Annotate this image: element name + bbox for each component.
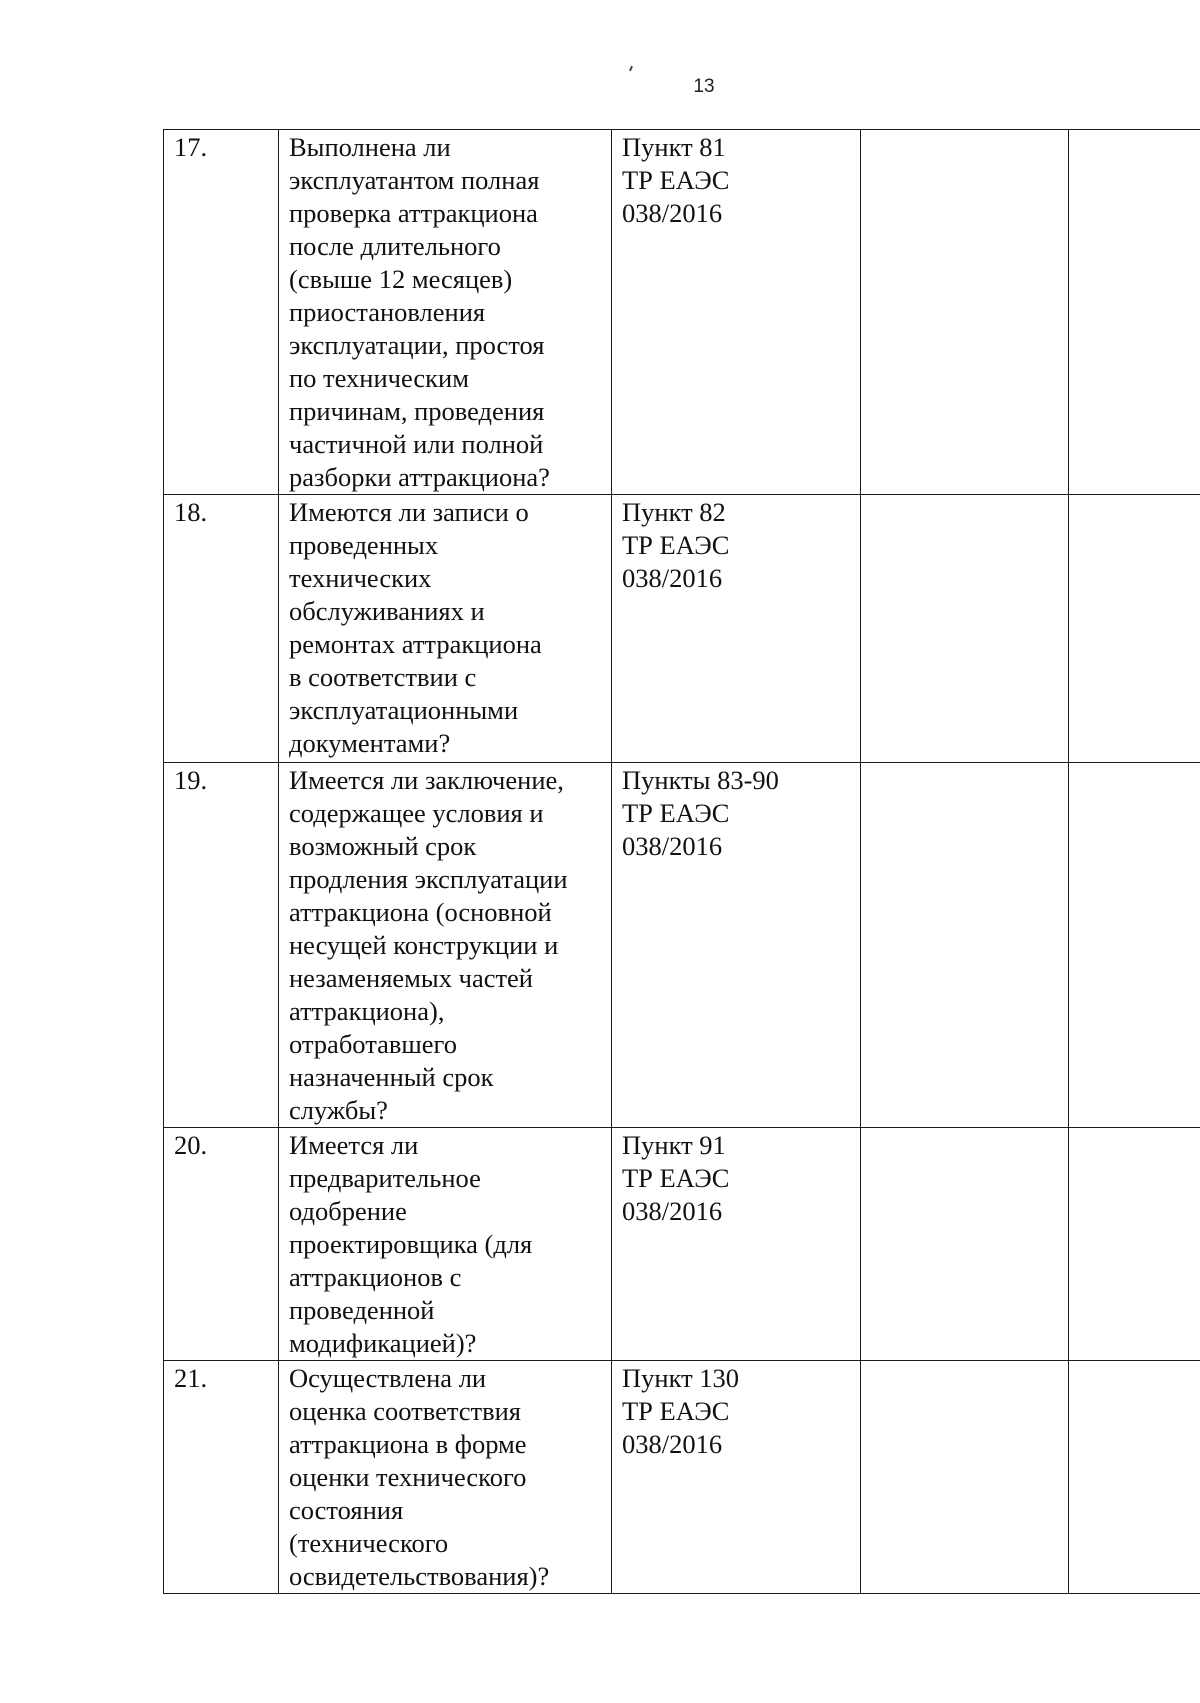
table-row xyxy=(164,1128,1200,1361)
checklist-table xyxy=(163,129,1200,1594)
note-cell xyxy=(1069,495,1200,763)
reference-cell: Пункт 91 ТР ЕАЭС 038/2016 xyxy=(612,1128,861,1361)
table-row xyxy=(164,763,1200,1128)
note-cell xyxy=(1069,130,1200,495)
answer-cell xyxy=(861,495,1069,763)
note-cell xyxy=(1069,763,1200,1128)
reference-cell: Пункт 81 ТР ЕАЭС 038/2016 xyxy=(612,130,861,495)
reference-cell: Пункт 82 ТР ЕАЭС 038/2016 xyxy=(612,495,861,763)
answer-cell xyxy=(861,130,1069,495)
table-row xyxy=(164,130,1200,495)
question-cell: Осуществлена ли оценка соответствия аттракциона в форме оценки технического состояния (технического освидетельствования)? xyxy=(279,1361,612,1594)
question-cell: Имеется ли заключение, содержащее условия и возможный срок продления эксплуатации аттракциона (основной несущей конструкции и незаменяемых частей аттракциона), отработавшего назначенный срок службы? xyxy=(279,763,612,1128)
page-number: 13 xyxy=(693,76,715,97)
row-number: 21. xyxy=(164,1361,279,1594)
scan-speck xyxy=(629,66,633,71)
table-row xyxy=(164,495,1200,763)
row-number: 20. xyxy=(164,1128,279,1361)
answer-cell xyxy=(861,1128,1069,1361)
row-number: 17. xyxy=(164,130,279,495)
question-cell: Имеются ли записи о проведенных технических обслуживаниях и ремонтах аттракциона в соответствии с эксплуатационными документами? xyxy=(279,495,612,763)
question-cell: Выполнена ли эксплуатантом полная проверка аттракциона после длительного (свыше 12 месяцев) приостановления эксплуатации, простоя по техническим причинам, проведения частичной или полной разборки аттракциона? xyxy=(279,130,612,495)
table-row xyxy=(164,1361,1200,1594)
note-cell xyxy=(1069,1361,1200,1594)
question-cell: Имеется ли предварительное одобрение проектировщика (для аттракционов с проведенной модификацией)? xyxy=(279,1128,612,1361)
reference-cell: Пункт 130 ТР ЕАЭС 038/2016 xyxy=(612,1361,861,1594)
answer-cell xyxy=(861,763,1069,1128)
answer-cell xyxy=(861,1361,1069,1594)
row-number: 19. xyxy=(164,763,279,1128)
reference-cell: Пункты 83-90 ТР ЕАЭС 038/2016 xyxy=(612,763,861,1128)
note-cell xyxy=(1069,1128,1200,1361)
row-number: 18. xyxy=(164,495,279,763)
